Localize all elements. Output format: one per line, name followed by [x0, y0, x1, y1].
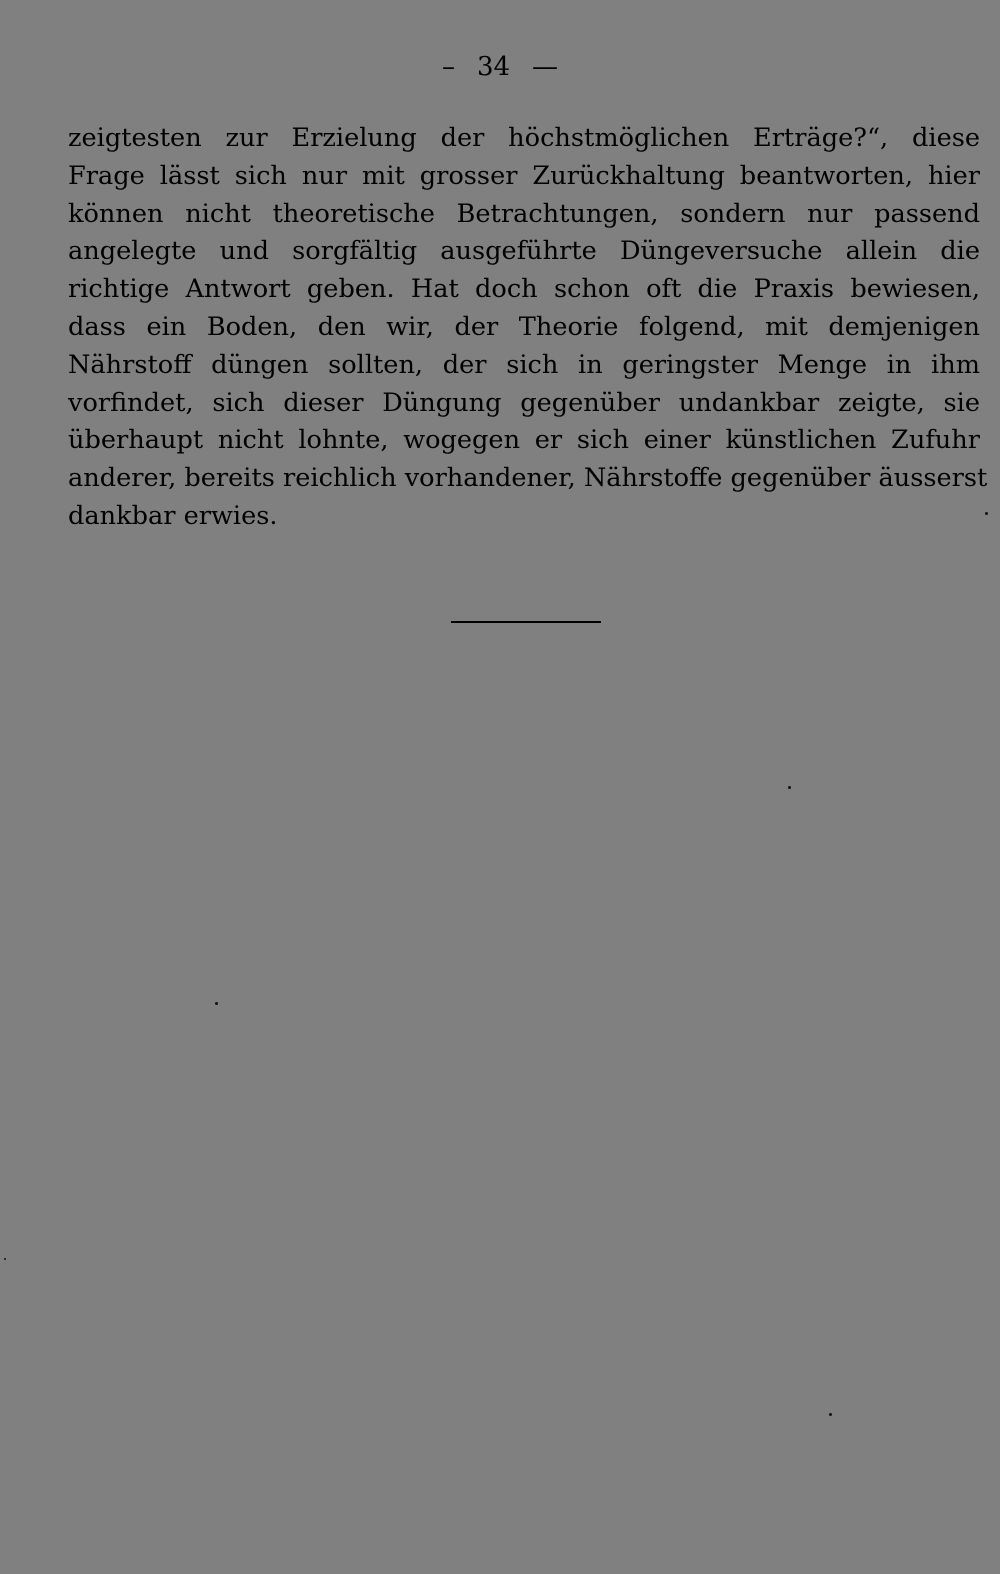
text-line: vorfindet, sich dieser Düngung gegenüber undankbar zeigte, sie: [68, 387, 980, 418]
page-header: [0, 52, 1000, 82]
scan-speck: [4, 1258, 6, 1260]
text-line: zeigtesten zur Erzielung der höchstmöglichen Erträge?“, diese: [68, 123, 980, 153]
scan-speck: [829, 1413, 832, 1416]
scan-speck: [215, 1002, 218, 1005]
text-line: dass ein Boden, den wir, der Theorie folgend, mit demjenigen: [68, 311, 980, 342]
text-line-last: dankbar erwies.: [68, 500, 278, 531]
text-line: Nährstoff düngen sollten, der sich in geringster Menge in ihm: [68, 349, 980, 380]
text-line: können nicht theoretische Betrachtungen, sondern nur passend: [68, 198, 980, 229]
text-line: richtige Antwort geben. Hat doch schon oft die Praxis bewiesen,: [68, 274, 980, 305]
text-line: überhaupt nicht lohnte, wogegen er sich einer künstlichen Zufuhr: [68, 425, 980, 456]
page-number: 34: [476, 52, 511, 82]
header-dash-left: –: [441, 52, 455, 82]
section-end-rule: [451, 621, 601, 623]
text-line: angelegte und sorgfältig ausgeführte Düngeversuche allein die: [68, 236, 980, 267]
body-paragraph: [68, 120, 988, 536]
text-line: anderer, bereits reichlich vorhandener, Nährstoffe gegenüber äusserst: [68, 463, 988, 494]
header-dash-right: —: [532, 52, 559, 82]
text-line: Frage lässt sich nur mit grosser Zurückhaltung beantworten, hier: [68, 160, 980, 191]
scan-speck: [788, 786, 791, 789]
scan-speck: [985, 512, 988, 515]
